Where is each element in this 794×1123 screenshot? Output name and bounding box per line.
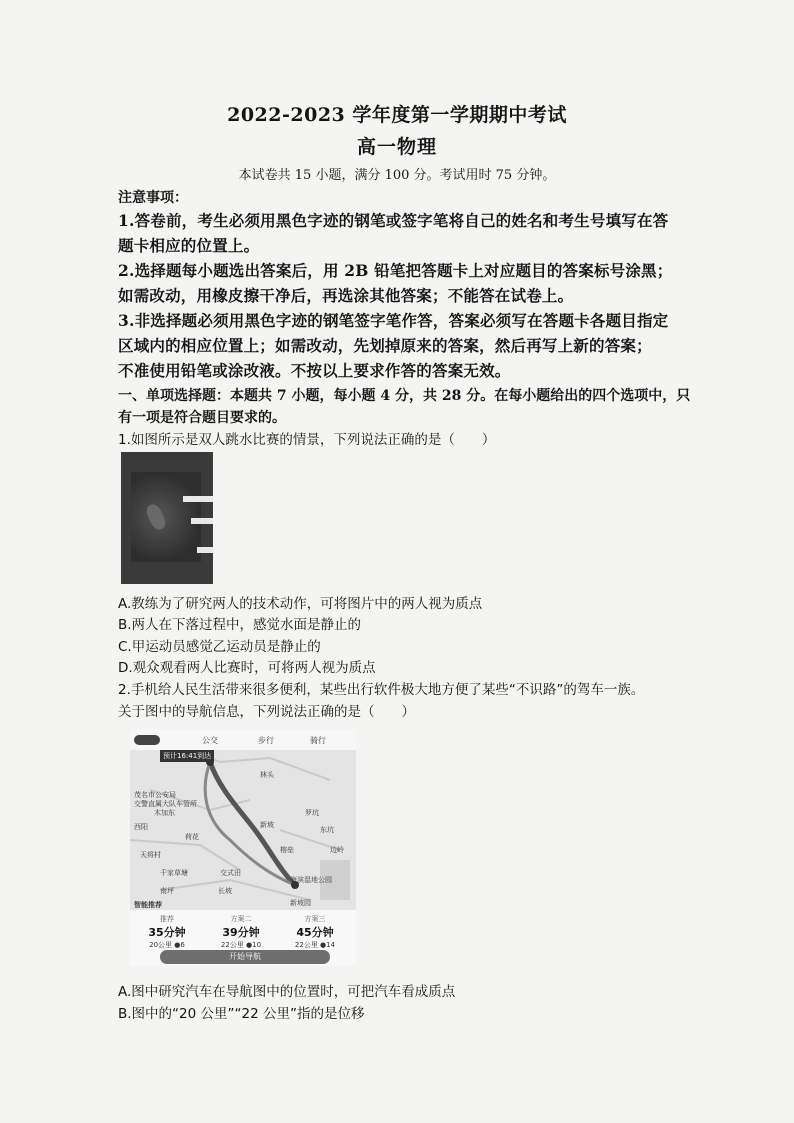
map-place-label: 边岭: [330, 846, 344, 854]
route-plan[interactable]: [132, 914, 202, 950]
route-plans: [130, 910, 356, 966]
plan-time: 35分钟: [148, 926, 186, 939]
note-line: 如需改动，用橡皮擦干净后，再选涂其他答案；不能答在试卷上。: [118, 286, 574, 305]
map-place-label: 新坡: [260, 821, 274, 829]
q2-option-a: A.图中研究汽车在导航图中的位置时，可把汽车看成质点: [118, 984, 456, 1000]
plan-distance: 22公里 ●10: [220, 941, 262, 949]
plan-time: 39分钟: [222, 926, 260, 939]
map-place-label: 长坡: [218, 887, 232, 895]
map-place-label: 海滨湿地公园: [290, 876, 332, 884]
map-place-label: 茂名市公安局: [134, 791, 176, 799]
note-line: 1.答卷前，考生必须用黑色字迹的钢笔或签字笔将自己的姓名和考生号填写在答: [118, 211, 669, 230]
plan-name: 方案二: [230, 915, 252, 923]
map-place-label: 交式田: [220, 869, 241, 877]
map-area: [130, 750, 356, 910]
plan-name: 推荐: [160, 915, 174, 923]
map-place-label: 木加东: [154, 809, 175, 817]
map-mode-tabs: [130, 730, 356, 751]
car-tab-icon: [134, 735, 160, 745]
q1-option-a: A.教练为了研究两人的技术动作，可将图片中的两人视为质点: [118, 596, 483, 612]
tab-bike: 骑行: [310, 736, 326, 745]
note-line: 不准使用铅笔或涂改液。不按以上要求作答的答案无效。: [118, 361, 511, 380]
exam-info: 本试卷共 15 小题，满分 100 分。考试用时 75 分钟。: [238, 168, 556, 183]
map-place-label: 新坡园: [290, 899, 311, 907]
map-place-label: 荷花: [185, 833, 199, 841]
note-line: 题卡相应的位置上。: [118, 236, 260, 255]
map-place-label: 榕垒: [280, 846, 294, 854]
note-line: 区域内的相应位置上；如需改动，先划掉原来的答案，然后再写上新的答案；: [118, 336, 652, 355]
question-2-stem: 2.手机给人民生活带来很多便利，某些出行软件极大地方便了某些“不识路”的驾车一族。: [118, 682, 645, 698]
map-place-label: 交警直属大队车管所: [134, 800, 197, 808]
map-place-label: 西阳: [134, 823, 148, 831]
plan-name: 方案三: [304, 915, 326, 923]
plan-distance: 22公里 ●14: [294, 941, 336, 949]
map-place-label: 天将村: [140, 851, 161, 859]
route-plan[interactable]: [206, 914, 276, 950]
navigation-screenshot: [130, 730, 356, 966]
map-place-label: 东坑: [320, 826, 334, 834]
map-place-label: 罗坑: [305, 809, 319, 817]
route-plan[interactable]: [280, 914, 350, 950]
map-place-label: 千家草塘: [160, 869, 188, 877]
plan-distance: 20公里 ●6: [149, 941, 185, 949]
start-navigation-button[interactable]: 开始导航: [160, 950, 330, 964]
q2-option-b: B.图中的“20 公里”“22 公里”指的是位移: [118, 1006, 365, 1022]
question-2-stem: 关于图中的导航信息，下列说法正确的是（ ）: [118, 704, 415, 720]
question-1-stem: 1.如图所示是双人跳水比赛的情景，下列说法正确的是（ ）: [118, 432, 496, 448]
smart-recommend-label: 智能推荐: [134, 901, 162, 909]
diving-photo: [121, 452, 213, 584]
q1-option-c: C.甲运动员感觉乙运动员是静止的: [118, 639, 321, 655]
exam-title: 2022-2023 学年度第一学期期中考试: [227, 104, 567, 126]
map-place-label: 林头: [260, 771, 274, 779]
exam-subject: 高一物理: [356, 136, 437, 158]
notes-heading: 注意事项：: [118, 190, 188, 206]
tab-walk: 步行: [258, 736, 274, 745]
map-place-label: 南坪: [160, 887, 174, 895]
note-line: 3.非选择题必须用黑色字迹的钢笔签字笔作答，答案必须写在答题卡各题目指定: [118, 311, 669, 330]
eta-label: 预计16:41到达: [160, 750, 214, 762]
plan-time: 45分钟: [296, 926, 334, 939]
q1-option-d: D.观众观看两人比赛时，可将两人视为质点: [118, 660, 376, 676]
section-heading: 一、单项选择题：本题共 7 小题，每小题 4 分，共 28 分。在每小题给出的四个选项中，只: [118, 388, 691, 404]
q1-option-b: B.两人在下落过程中，感觉水面是静止的: [118, 617, 362, 633]
note-line: 2.选择题每小题选出答案后，用 2B 铅笔把答题卡上对应题目的答案标号涂黑；: [118, 261, 673, 280]
tab-bus: 公交: [202, 736, 218, 745]
section-heading: 有一项是符合题目要求的。: [118, 410, 286, 426]
